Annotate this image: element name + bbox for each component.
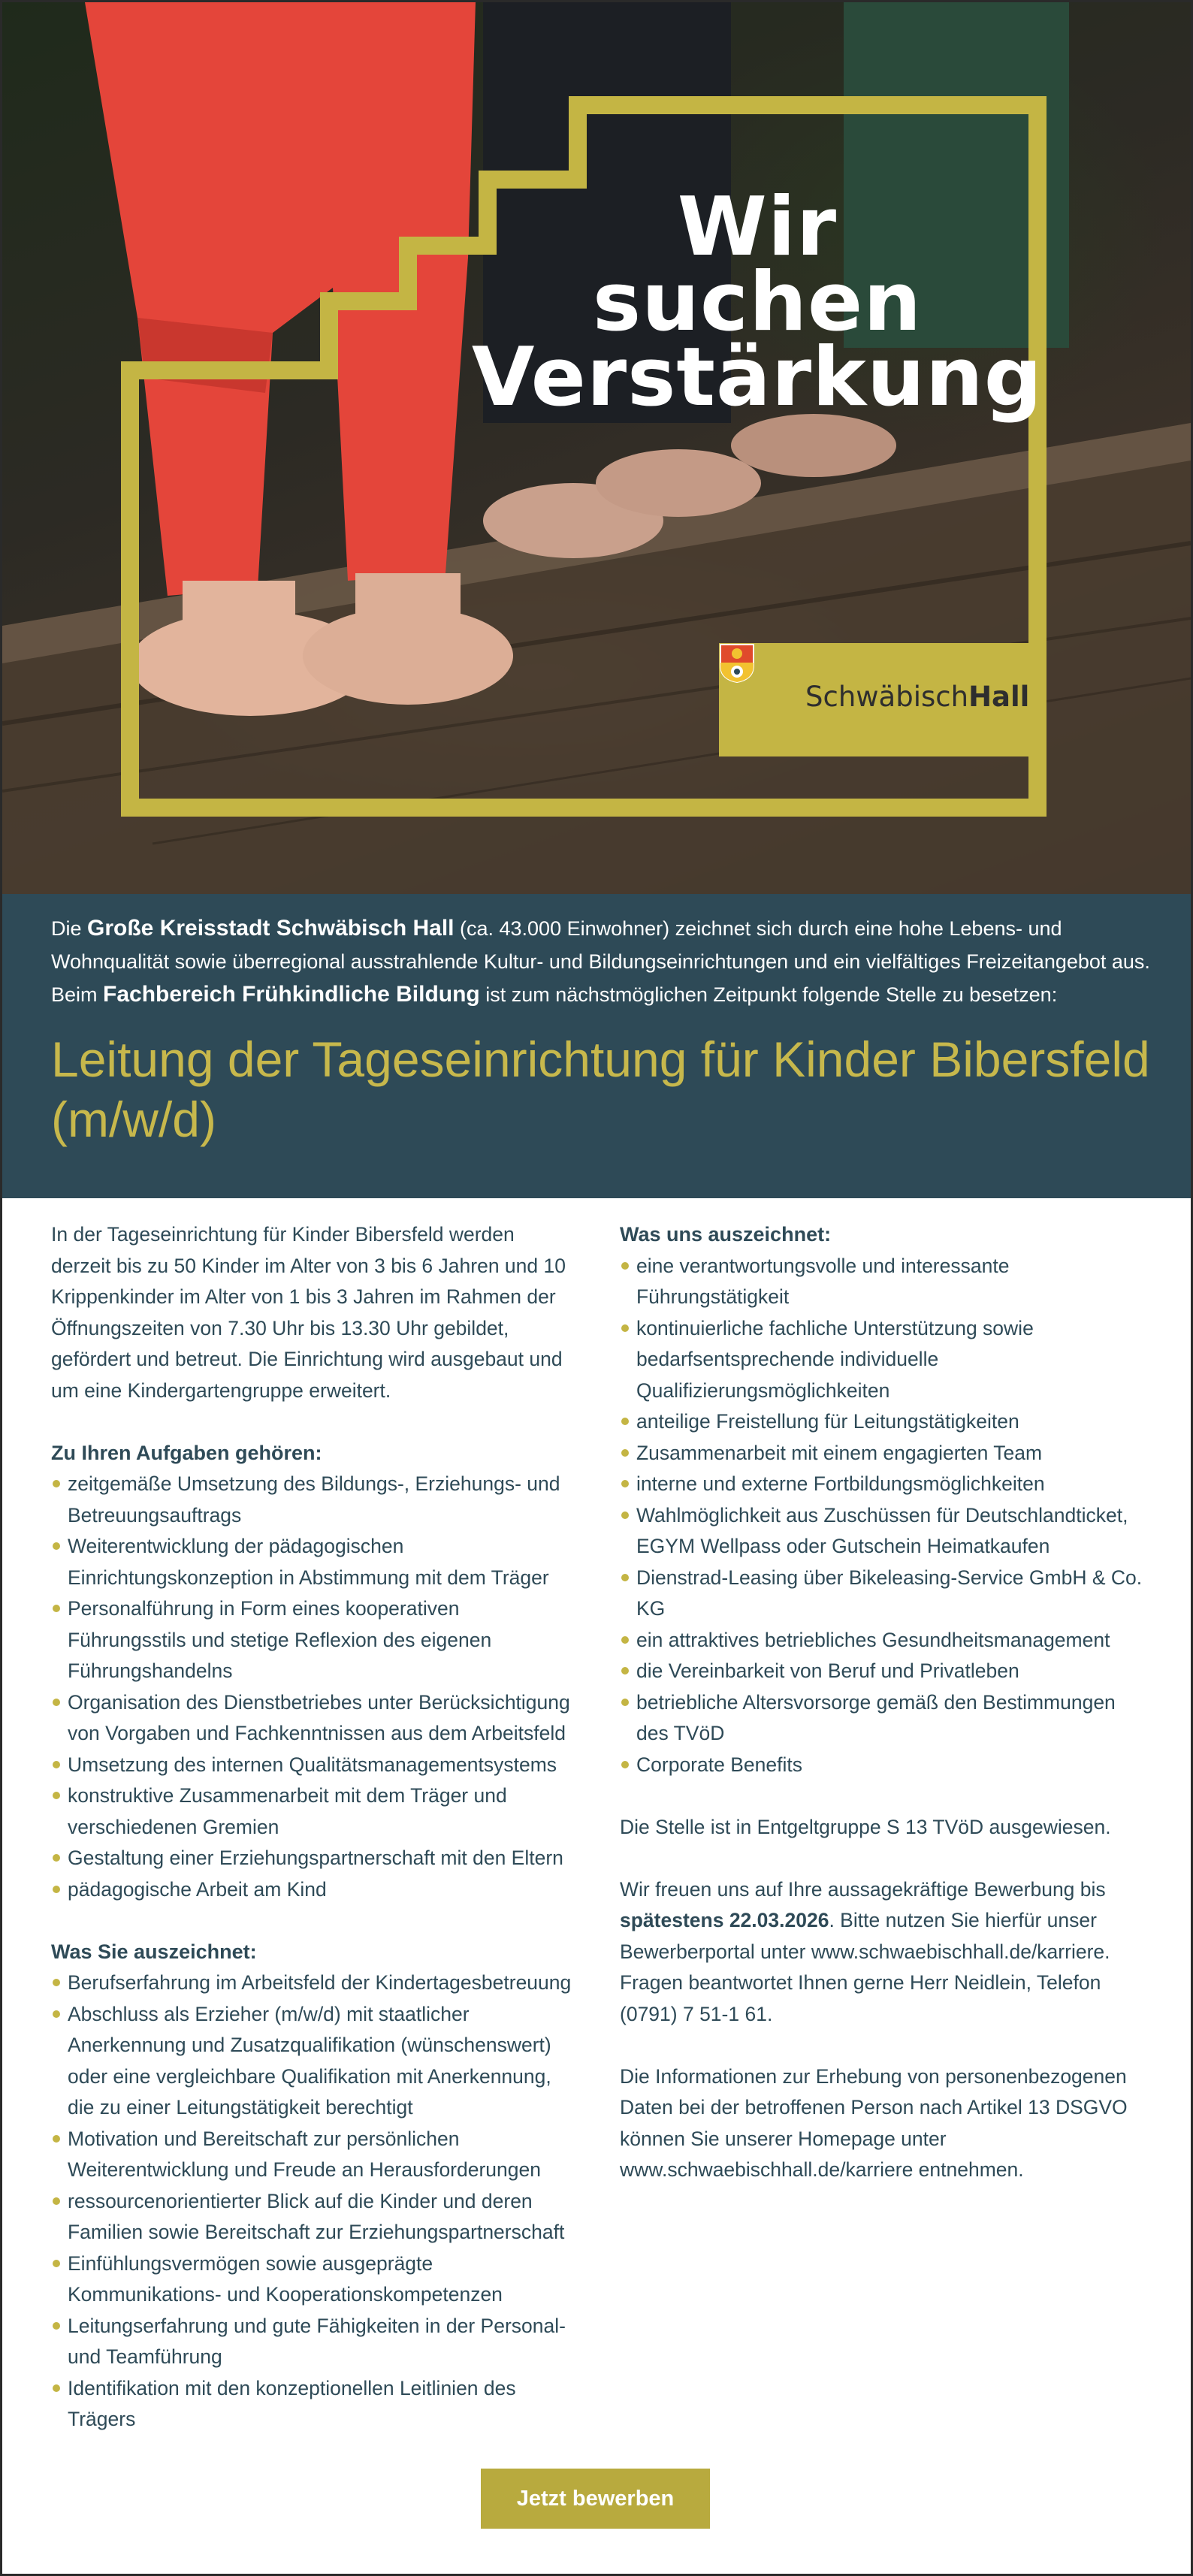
- hero-headline: [423, 180, 1092, 424]
- logo-text-light: Schwäbisch: [805, 681, 969, 713]
- apply-button[interactable]: Jetzt bewerben: [481, 2469, 710, 2529]
- coat-of-arms-icon: [719, 643, 755, 684]
- job-title: Leitung der Tageseinrichtung für Kinder Bibersfeld (m/w/d): [51, 1031, 1150, 1147]
- task-item: konstruktive Zusammenarbeit mit dem Träger und verschiedenen Gremien: [51, 1780, 577, 1843]
- spacer: [620, 2030, 1146, 2061]
- intro-p2-b: ist zum nächstmöglichen Zeitpunkt folgende Stelle zu besetzen:: [479, 983, 1058, 1006]
- application-text-a: Wir freuen uns auf Ihre aussagekräftige Bewerbung bis: [620, 1877, 1106, 1901]
- task-item: Personalführung in Form eines kooperativen Führungsstils und stetige Reflexion des eigenen Führungshandelns: [51, 1593, 577, 1687]
- task-item: Umsetzung des internen Qualitätsmanagementsystems: [51, 1750, 577, 1781]
- task-item: Organisation des Dienstbetriebes unter Berücksichtigung von Vorgaben und Fachkenntnissen aus dem Arbeitsfeld: [51, 1687, 577, 1750]
- benefit-item: Zusammenarbeit mit einem engagierten Team: [620, 1438, 1146, 1469]
- profile-item: ressourcenorientierter Blick auf die Kinder und deren Familien sowie Bereitschaft zur Erziehungspartnerschaft: [51, 2186, 577, 2248]
- logo-text-bold: Hall: [968, 681, 1030, 713]
- pay-grade: Die Stelle ist in Entgeltgruppe S 13 TVöD ausgewiesen.: [620, 1815, 1111, 1838]
- tasks-heading: Zu Ihren Aufgaben gehören:: [51, 1441, 322, 1464]
- right-column: [620, 1219, 1146, 2186]
- benefits-heading: Was uns auszeichnet:: [620, 1223, 832, 1246]
- hero-image: [2, 2, 1191, 894]
- logo-wordmark: [805, 681, 1029, 713]
- task-item: Weiterentwicklung der pädagogischen Einrichtungskonzeption in Abstimmung mit dem Träger: [51, 1531, 577, 1593]
- benefit-item: betriebliche Altersvorsorge gemäß den Bestimmungen des TVöD: [620, 1687, 1146, 1750]
- application-deadline: spätestens 22.03.2026: [620, 1909, 829, 1931]
- benefit-item: ein attraktives betriebliches Gesundheitsmanagement: [620, 1625, 1146, 1656]
- job-description: In der Tageseinrichtung für Kinder Bibersfeld werden derzeit bis zu 50 Kinder im Alter von 3 bis 6 Jahren und 10 Krippenkinder im Alter von 1 bis 3 Jahren im Rahmen der Öffnungszeiten von 7.30 Uhr bis 13.30 Uhr gebildet, gefördert und betreut. Die Einrichtung wird ausgebaut und um eine Kindergartengruppe erweitert.: [51, 1223, 566, 1402]
- intro-text: [51, 912, 1155, 1011]
- benefit-item: Wahlmöglichkeit aus Zuschüssen für Deutschlandticket, EGYM Wellpass oder Gutschein Heimatkaufen: [620, 1500, 1146, 1563]
- city-logo: [719, 643, 1040, 756]
- application-text-b: . Bitte nutzen Sie hierfür unser Bewerberportal unter www.schwaebischhall.de/karriere. Fragen beantwortet Ihnen gerne Herr Neidlein, Telefon (0791) 7 51-1 61.: [620, 1909, 1110, 2025]
- intro-p1-a: Die: [51, 917, 88, 940]
- task-item: zeitgemäße Umsetzung des Bildungs-, Erziehungs- und Betreuungsauftrags: [51, 1469, 577, 1531]
- headline-line-2: suchen: [592, 255, 923, 349]
- intro-p1-b: (ca. 43.000 Einwohner) zeichnet sich durch eine hohe Lebens- und Wohnqualität sowie überregional ausstrahlende Kultur- und Bildungseinrichtungen und ein vielfältiges Freizeitangebot aus.: [51, 917, 1150, 973]
- task-item: pädagogische Arbeit am Kind: [51, 1874, 577, 1906]
- profile-item: Einfühlungsvermögen sowie ausgeprägte Kommunikations- und Kooperationskompetenzen: [51, 2248, 577, 2311]
- benefit-item: interne und externe Fortbildungsmöglichkeiten: [620, 1469, 1146, 1500]
- benefits-list: [620, 1251, 1146, 1781]
- benefit-item: anteilige Freistellung für Leitungstätigkeiten: [620, 1406, 1146, 1438]
- profile-heading: Was Sie auszeichnet:: [51, 1940, 257, 1963]
- benefit-item: Corporate Benefits: [620, 1750, 1146, 1781]
- benefit-item: eine verantwortungsvolle und interessante Führungstätigkeit: [620, 1251, 1146, 1313]
- benefit-item: die Vereinbarkeit von Beruf und Privatleben: [620, 1656, 1146, 1687]
- profile-item: Leitungserfahrung und gute Fähigkeiten in der Personal- und Teamführung: [51, 2311, 577, 2373]
- intro-p1-bold: Große Kreisstadt Schwäbisch Hall: [87, 916, 455, 941]
- headline-line-1: Wir: [677, 180, 838, 274]
- benefit-item: kontinuierliche fachliche Unterstützung sowie bedarfsentsprechende individuelle Qualifizierungsmöglichkeiten: [620, 1313, 1146, 1407]
- intro-p2-bold: Fachbereich Frühkindliche Bildung: [103, 982, 480, 1007]
- spacer: [51, 1905, 577, 1937]
- profile-item: Motivation und Bereitschaft zur persönlichen Weiterentwicklung und Freude an Herausforderungen: [51, 2124, 577, 2186]
- intro-band: [2, 894, 1191, 1198]
- privacy-note: Die Informationen zur Erhebung von personenbezogenen Daten bei der betroffenen Person nach Artikel 13 DSGVO können Sie unserer Homepage unter www.schwaebischhall.de/karriere entnehmen.: [620, 2064, 1128, 2181]
- spacer: [51, 1406, 577, 1438]
- application-info: [620, 1874, 1146, 2031]
- spacer: [620, 1780, 1146, 1812]
- headline-line-3: Verstärkung: [471, 331, 1043, 424]
- intro-p2-a: Beim: [51, 983, 104, 1006]
- profile-item: Identifikation mit den konzeptionellen Leitlinien des Trägers: [51, 2373, 577, 2436]
- benefit-item: Dienstrad-Leasing über Bikeleasing-Service GmbH & Co. KG: [620, 1563, 1146, 1625]
- tasks-list: [51, 1469, 577, 1905]
- left-column: [51, 1219, 577, 2436]
- profile-list: [51, 1967, 577, 2436]
- hero-illustration: [2, 2, 1191, 894]
- task-item: Gestaltung einer Erziehungspartnerschaft mit den Eltern: [51, 1843, 577, 1874]
- spacer: [620, 1843, 1146, 1874]
- profile-item: Abschluss als Erzieher (m/w/d) mit staatlicher Anerkennung und Zusatzqualifikation (wünschenswert) oder eine vergleichbare Qualifikation mit Anerkennung, die zu einer Leitungstätigkeit berechtigt: [51, 1999, 577, 2124]
- profile-item: Berufserfahrung im Arbeitsfeld der Kindertagesbetreuung: [51, 1967, 577, 1999]
